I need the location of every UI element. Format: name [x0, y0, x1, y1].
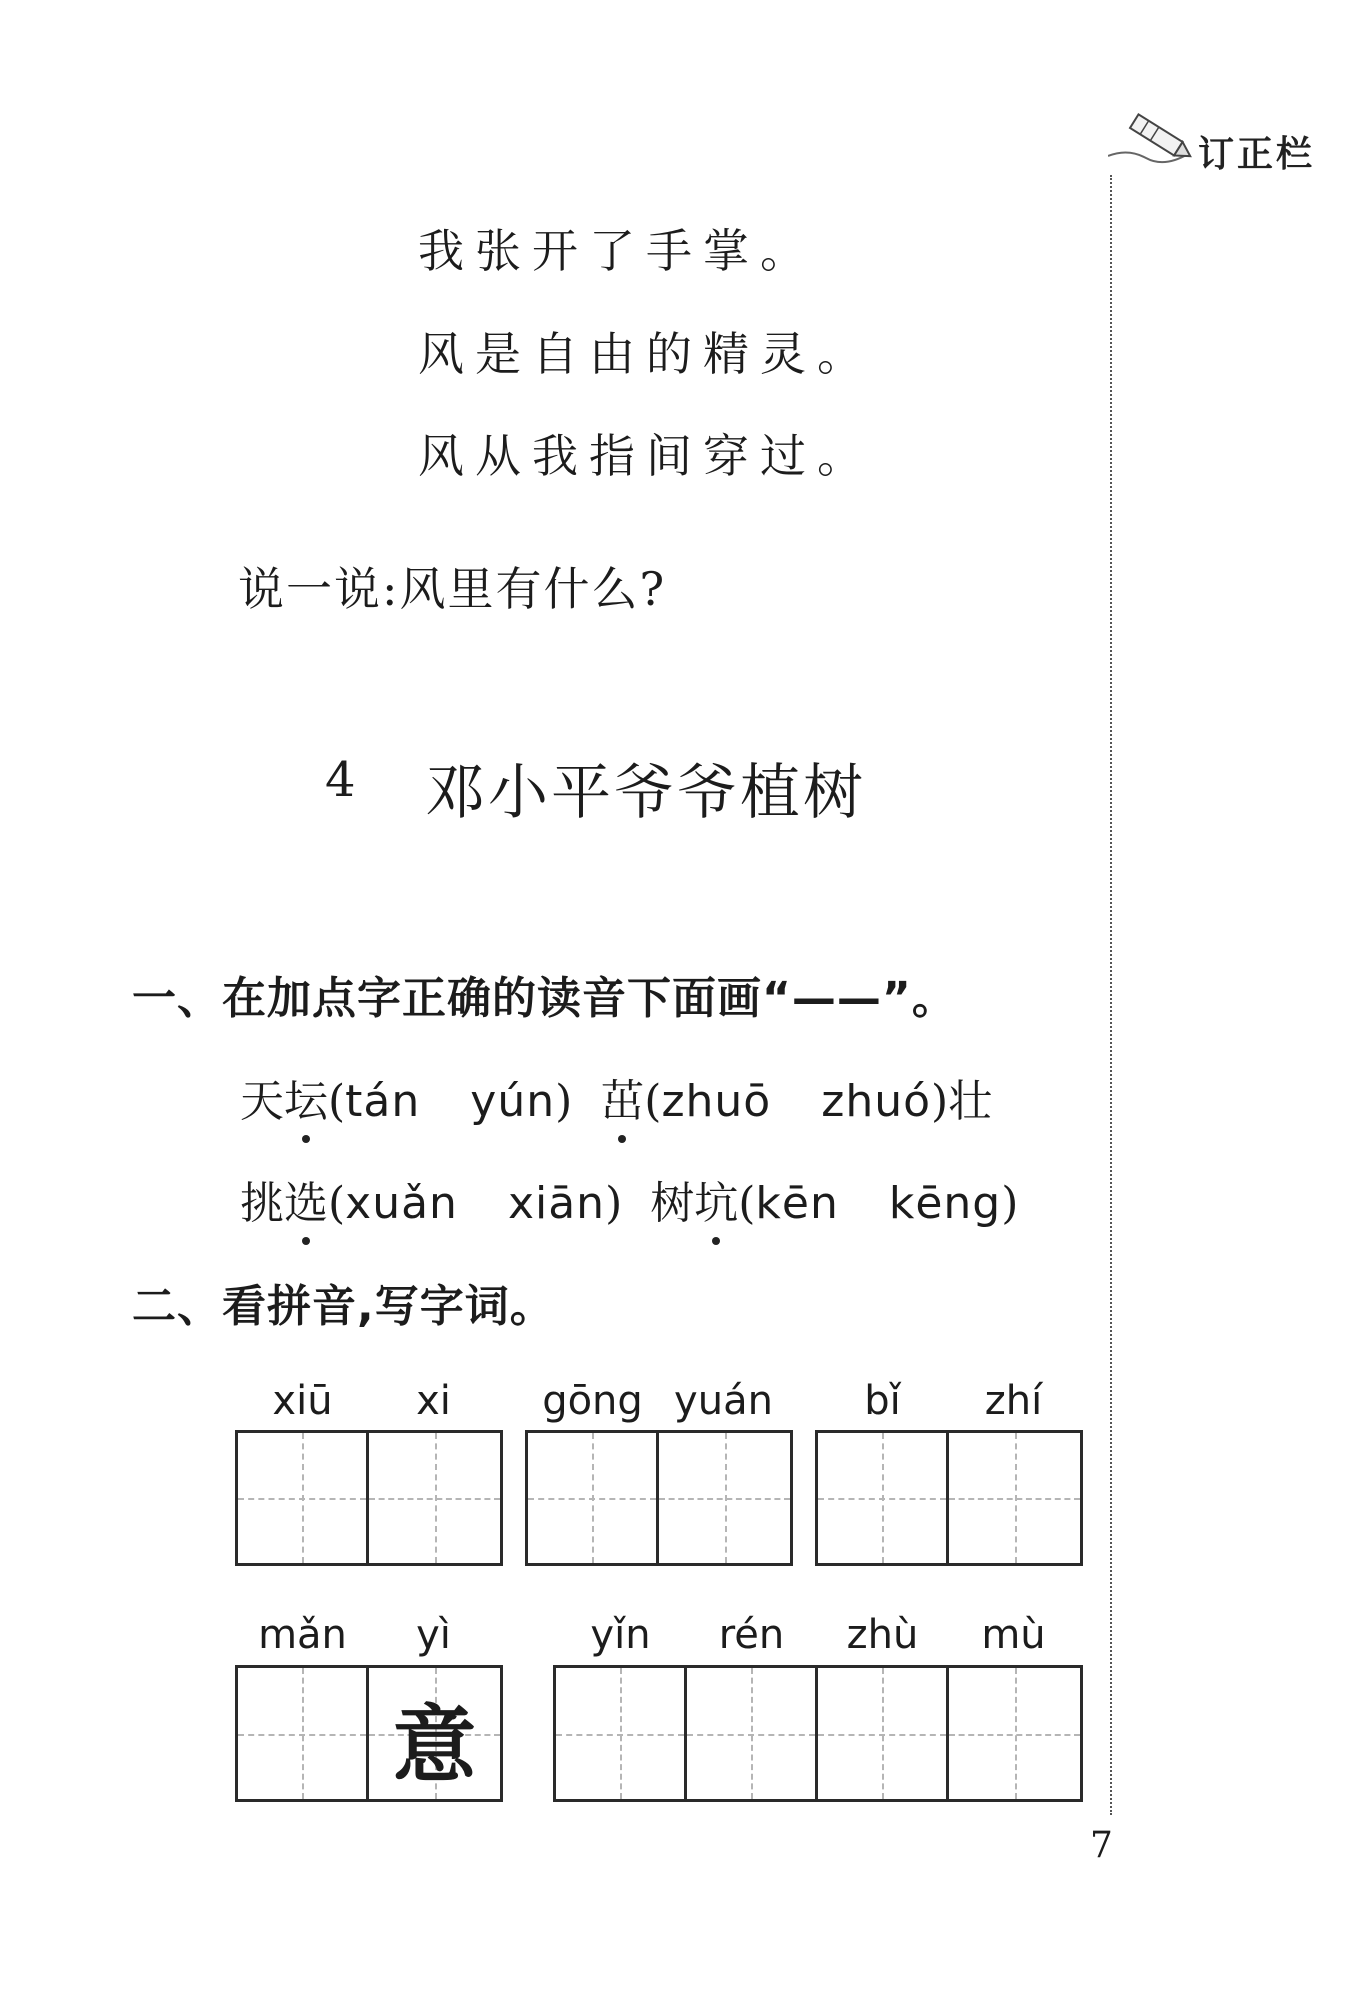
- paren: (: [644, 1076, 662, 1127]
- pinyin-option[interactable]: yún: [470, 1076, 556, 1127]
- paren: ): [1001, 1178, 1019, 1229]
- pencil-icon: [1108, 108, 1198, 168]
- discussion-prompt: 说一说:风里有什么?: [238, 562, 667, 616]
- pinyin-option[interactable]: kēng: [888, 1178, 1002, 1229]
- correction-column-title: 订正栏: [1198, 134, 1316, 175]
- page-number: 7: [1090, 1825, 1113, 1866]
- poem-line: 我张开了手掌。: [418, 224, 817, 278]
- pinyin-label: rén: [718, 1612, 785, 1658]
- writing-cell[interactable]: [687, 1668, 818, 1799]
- poem-line: 风是自由的精灵。: [418, 327, 874, 381]
- poem-line: 风从我指间穿过。: [418, 429, 874, 483]
- pinyin-choice-row: [240, 1167, 1018, 1231]
- writing-cell[interactable]: [949, 1433, 1080, 1563]
- pinyin-option[interactable]: tán: [345, 1076, 421, 1127]
- cell-char: 意: [392, 1695, 477, 1794]
- dotted-char: 茁: [600, 1065, 644, 1129]
- dotted-char: 坑: [694, 1167, 738, 1231]
- writing-grid: [235, 1665, 503, 1802]
- section-heading: 二、看拼音,写字词。: [132, 1281, 555, 1332]
- writing-grid: [815, 1430, 1083, 1566]
- paren: ): [555, 1076, 573, 1127]
- pinyin-option[interactable]: xuǎn: [345, 1178, 458, 1229]
- pinyin-label: xi: [416, 1378, 451, 1424]
- pinyin-label: xiū: [272, 1378, 333, 1424]
- word-suffix: 壮: [948, 1076, 993, 1127]
- writing-grid: [525, 1430, 793, 1566]
- writing-cell[interactable]: [818, 1433, 949, 1563]
- pinyin-label: gōng: [542, 1378, 643, 1424]
- writing-cell[interactable]: [949, 1668, 1080, 1799]
- dotted-char: 选: [284, 1167, 328, 1231]
- word-prefix: 挑: [240, 1178, 284, 1229]
- pinyin-option[interactable]: zhuó: [821, 1076, 932, 1127]
- pinyin-label: zhù: [846, 1612, 919, 1658]
- pinyin-choice-row: [240, 1065, 992, 1129]
- writing-cell[interactable]: [369, 1433, 500, 1563]
- pinyin-label: mù: [981, 1612, 1046, 1658]
- writing-cell[interactable]: [818, 1668, 949, 1799]
- paren: (: [328, 1178, 346, 1229]
- pinyin-label: bǐ: [864, 1378, 901, 1424]
- dotted-char: 坛: [284, 1065, 328, 1129]
- writing-grid: [235, 1430, 503, 1566]
- writing-cell[interactable]: [238, 1433, 369, 1563]
- paren: ): [931, 1076, 949, 1127]
- pinyin-label: zhí: [984, 1378, 1043, 1424]
- pinyin-label: yì: [416, 1612, 451, 1658]
- writing-grid: [553, 1665, 1083, 1802]
- correction-column-header: [1108, 108, 1338, 178]
- word-prefix: 树: [650, 1178, 695, 1229]
- word-prefix: 天: [240, 1076, 284, 1127]
- pinyin-label: yuán: [674, 1378, 773, 1424]
- pinyin-label: mǎn: [258, 1612, 347, 1658]
- writing-cell[interactable]: [238, 1668, 369, 1799]
- writing-cell[interactable]: [369, 1668, 500, 1799]
- pinyin-option[interactable]: kēn: [755, 1178, 839, 1229]
- lesson-title: 邓小平爷爷植树: [425, 758, 866, 828]
- writing-cell[interactable]: [528, 1433, 659, 1563]
- writing-cell[interactable]: [556, 1668, 687, 1799]
- paren: (: [738, 1178, 756, 1229]
- paren: ): [605, 1178, 623, 1229]
- pinyin-label: yǐn: [590, 1612, 651, 1658]
- paren: (: [328, 1076, 346, 1127]
- writing-cell[interactable]: [659, 1433, 790, 1563]
- lesson-number: 4: [325, 752, 356, 808]
- pinyin-option[interactable]: zhuō: [661, 1076, 772, 1127]
- correction-column-divider: [1110, 175, 1112, 1815]
- pinyin-option[interactable]: xiān: [507, 1178, 606, 1229]
- section-heading: 一、在加点字正确的读音下面画“——”。: [132, 973, 957, 1024]
